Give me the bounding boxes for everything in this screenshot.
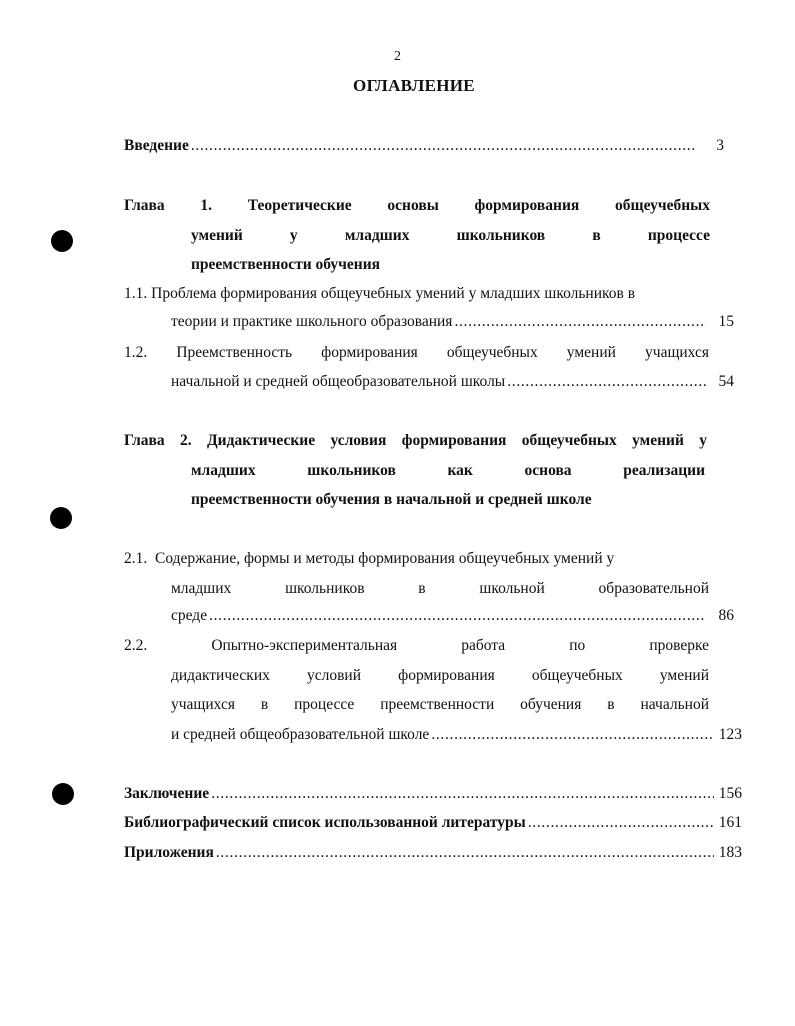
toc-entry-2-2[interactable] [171, 726, 742, 744]
dot-leader [216, 844, 714, 862]
binder-hole [50, 507, 72, 529]
toc-entry-label: и средней общеобразовательной школе [171, 726, 430, 743]
toc-entry-2-1: 2.1. Содержание, формы и методы формирования общеучебных умений у [124, 550, 615, 567]
toc-entry-1-2[interactable] [171, 373, 734, 391]
toc-page-number: 183 [718, 844, 742, 861]
toc-entry-label: начальной и средней общеобразовательной школы [171, 373, 506, 390]
toc-page-number: 161 [718, 814, 742, 831]
toc-entry-2-1[interactable] [171, 607, 734, 625]
toc-entry-conclusion[interactable] [124, 785, 742, 803]
chapter-1-heading: преемственности обучения [191, 256, 381, 273]
dot-leader [211, 785, 714, 803]
dot-leader [209, 607, 706, 625]
toc-entry-bibliography[interactable] [124, 814, 742, 832]
dot-leader [507, 373, 706, 391]
toc-entry-2-2: 2.2. Опытно-экспериментальная работа по проверке [124, 637, 709, 654]
chapter-2-heading: Глава 2. Дидактические условия формирования общеучебных умений у [124, 432, 707, 449]
toc-entry-label: Заключение [124, 785, 210, 802]
page-title: ОГЛАВЛЕНИЕ [353, 76, 475, 95]
toc-entry-1-1: 1.1. Проблема формирования общеучебных умений у младших школьников в [124, 285, 636, 302]
chapter-2-heading: младших школьников как основа реализации [191, 462, 705, 479]
chapter-2-heading: преемственности обучения в начальной и средней школе [191, 491, 592, 508]
dot-leader [454, 313, 706, 331]
toc-entry-1-2: 1.2. Преемственность формирования общеучебных умений учащихся [124, 344, 709, 361]
toc-entry-2-2: дидактических условий формирования общеучебных умений [171, 667, 709, 684]
toc-page-number: 54 [718, 373, 734, 390]
binder-hole [51, 230, 73, 252]
toc-page-number: 86 [718, 607, 734, 624]
toc-entry-appendices[interactable] [124, 844, 742, 862]
toc-page-number: 3 [716, 137, 724, 154]
toc-entry-1-1[interactable] [171, 313, 734, 331]
chapter-1-heading: умений у младших школьников в процессе [191, 227, 710, 244]
toc-page-number: 123 [718, 726, 742, 743]
toc-page-number: 15 [718, 313, 734, 330]
toc-entry-intro[interactable] [124, 137, 724, 155]
binder-hole [52, 783, 74, 805]
toc-entry-label: Библиографический список использованной литературы [124, 814, 526, 831]
dot-leader [528, 814, 714, 832]
toc-entry-label: Введение [124, 137, 189, 154]
toc-page-number: 156 [718, 785, 742, 802]
dot-leader [191, 137, 696, 155]
toc-entry-label: Приложения [124, 844, 214, 861]
dot-leader [431, 726, 714, 744]
chapter-1-heading: Глава 1. Теоретические основы формирования общеучебных [124, 197, 710, 214]
toc-entry-2-2: учащихся в процессе преемственности обучения в начальной [171, 696, 709, 713]
page-number: 2 [394, 49, 401, 64]
toc-entry-2-1: младших школьников в школьной образовательной [171, 580, 709, 597]
toc-entry-label: среде [171, 607, 208, 624]
toc-entry-label: теории и практике школьного образования [171, 313, 453, 330]
